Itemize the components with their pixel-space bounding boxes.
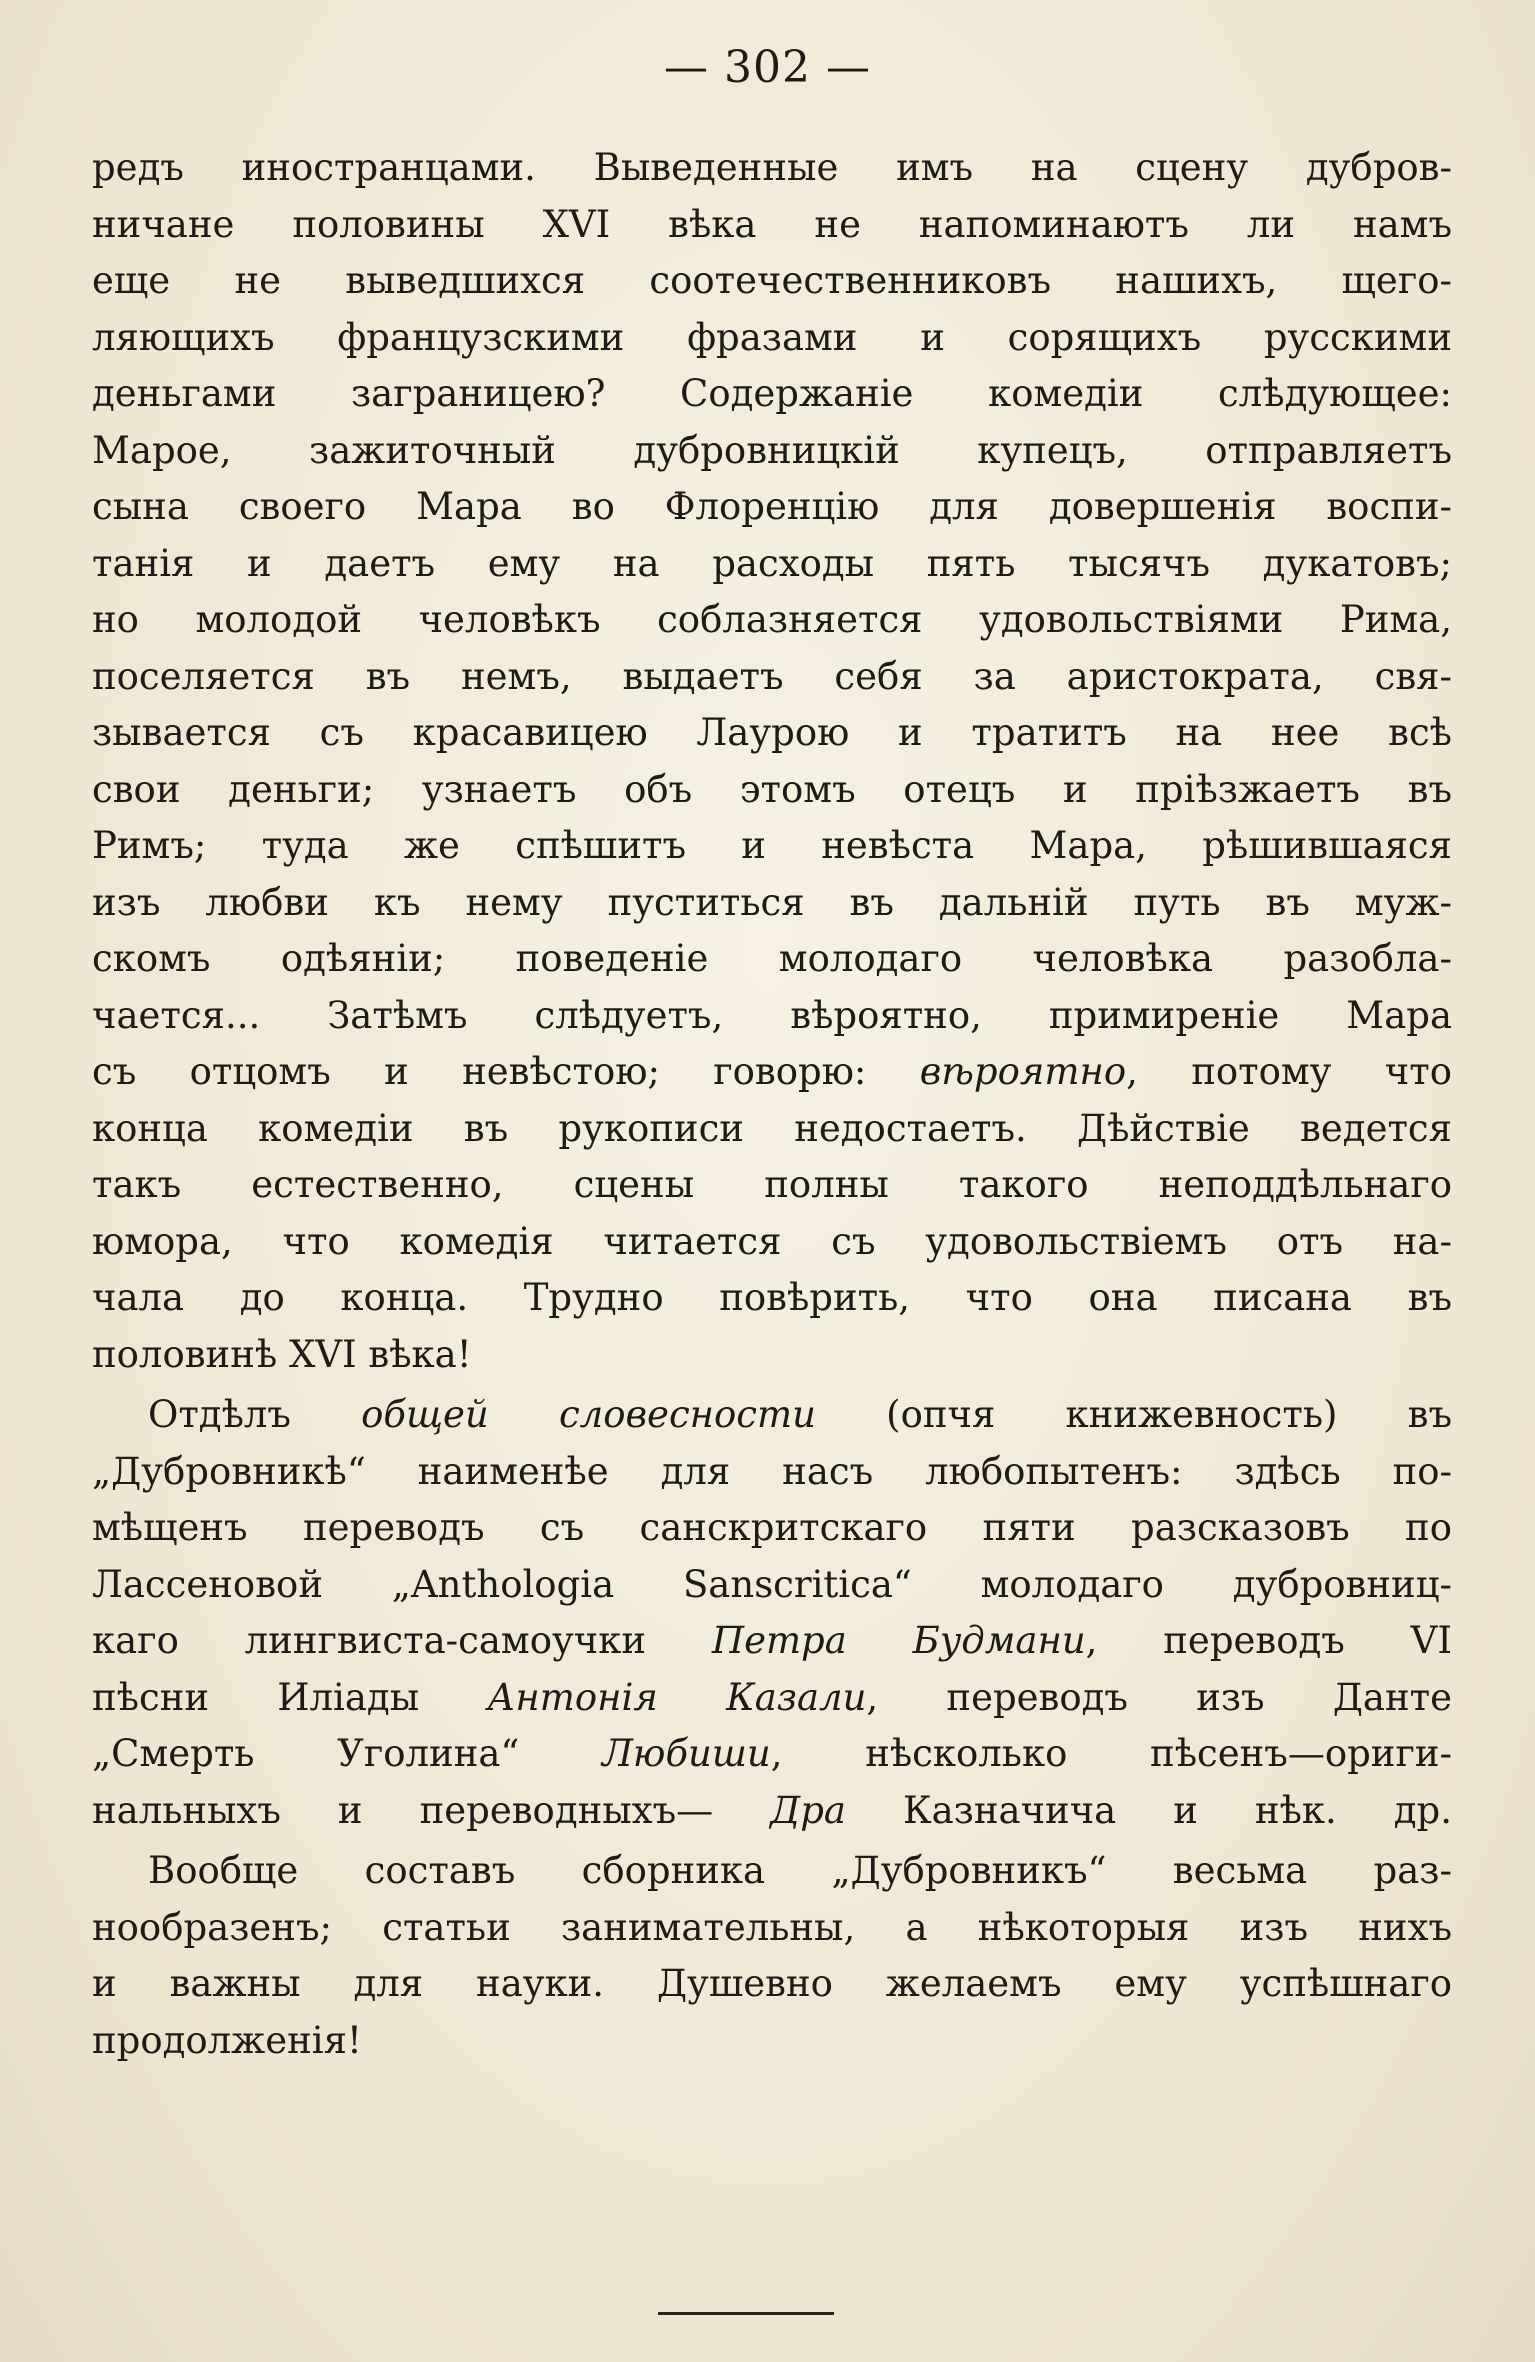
text-line: редъ иностранцами. Выведенные имъ на сцену дубров-: [92, 146, 1452, 189]
body-text: [92, 140, 1452, 2069]
text-segment: (опчя книжевность) въ: [815, 1393, 1452, 1436]
text-line: сына своего Мара во Флоренцію для довершенія воспи-: [92, 485, 1452, 528]
paragraph-1: [92, 140, 1452, 1383]
text-line: юмора, что комедія читается съ удовольствіемъ отъ на-: [92, 1219, 1452, 1263]
text-segment: Отдѣлъ: [148, 1393, 362, 1436]
text-line: скомъ одѣяніи; поведеніе молодаго человѣка разобла-: [92, 937, 1452, 980]
text-line: Лассеновой „Anthologia Sanscritica“ молодаго дубровниц-: [92, 1562, 1452, 1606]
text-line: поселяется въ немъ, выдаетъ себя за аристократа, свя-: [92, 654, 1452, 698]
text-line: половинѣ XVI вѣка!: [92, 1332, 472, 1376]
text-line: чается... Затѣмъ слѣдуетъ, вѣроятно, примиреніе Мара: [92, 993, 1452, 1037]
text-line: продолженія!: [92, 2018, 362, 2062]
text-line: [92, 1726, 1452, 1783]
text-line: и важны для науки. Душевно желаемъ ему успѣшнаго: [92, 1962, 1452, 2005]
text-line: нообразенъ; статьи занимательны, а нѣкоторыя изъ нихъ: [92, 1905, 1452, 1949]
italic-word: вѣроятно: [919, 1050, 1127, 1093]
text-line: Марое, зажиточный дубровницкій купецъ, отправляетъ: [92, 428, 1452, 472]
text-segment: , потому что: [1126, 1050, 1452, 1093]
text-line: такъ естественно, сцены полны такого неподдѣльнаго: [92, 1163, 1452, 1206]
text-line: конца комедіи въ рукописи недостаетъ. Дѣйствіе ведется: [92, 1106, 1452, 1150]
text-line: ничане половины XVI вѣка не напоминаютъ ли намъ: [92, 202, 1452, 246]
text-line: танія и даетъ ему на расходы пять тысячъ дукатовъ;: [92, 541, 1452, 585]
italic-name: Дра: [770, 1788, 846, 1832]
text-line: изъ любви къ нему пуститься въ дальній путь въ муж-: [92, 880, 1452, 924]
text-line: [92, 1387, 1452, 1444]
text-line: ляющихъ французскими фразами и сорящихъ русскими: [92, 315, 1452, 359]
text-segment: , переводъ VI: [1085, 1619, 1452, 1662]
text-segment: , переводъ изъ Данте: [866, 1675, 1452, 1719]
paragraph-2: [92, 1387, 1452, 1839]
text-line: [92, 1613, 1452, 1670]
text-line: зывается съ красавицею Лаурою и тратитъ на нее всѣ: [92, 711, 1452, 754]
text-line: свои деньги; узнаетъ объ этомъ отецъ и пріѣзжаетъ въ: [92, 767, 1452, 811]
text-line: мѣщенъ переводъ съ санскритскаго пяти разсказовъ по: [92, 1506, 1452, 1549]
text-line: [92, 1670, 1452, 1727]
text-line: но молодой человѣкъ соблазняется удовольствіями Рима,: [92, 598, 1452, 641]
text-line: [92, 1783, 1452, 1840]
text-line: еще не выведшихся соотечественниковъ нашихъ, щего-: [92, 259, 1452, 302]
text-line: чала до конца. Трудно повѣрить, что она писана въ: [92, 1276, 1452, 1319]
text-segment: нальныхъ и переводныхъ—: [92, 1788, 771, 1832]
paragraph-3: [92, 1843, 1452, 2069]
text-segment: „Смерть Уголина“: [92, 1732, 603, 1775]
italic-name: Антонія Казали: [487, 1675, 867, 1719]
text-segment: Казначича и нѣк. др.: [845, 1788, 1452, 1832]
italic-name: Петра Будмани: [711, 1619, 1086, 1662]
text-segment: съ отцомъ и невѣстою; говорю:: [92, 1050, 920, 1093]
text-line: „Дубровникѣ“ наименѣе для насъ любопытенъ: здѣсь по-: [92, 1449, 1452, 1493]
text-line: [92, 1044, 1452, 1101]
text-segment: пѣсни Иліады: [92, 1675, 488, 1719]
text-segment: , нѣсколько пѣсенъ—ориги-: [770, 1732, 1452, 1775]
page-number: — 302 —: [664, 42, 871, 93]
text-line: Римъ; туда же спѣшитъ и невѣста Мара, рѣшившаяся: [92, 824, 1452, 867]
text-segment: каго лингвиста-самоучки: [92, 1619, 712, 1662]
italic-name: Любиши: [602, 1732, 771, 1775]
text-line: Вообще составъ сборника „Дубровникъ“ весьма раз-: [148, 1849, 1452, 1892]
italic-phrase: общей словесности: [361, 1393, 816, 1436]
section-divider: [658, 2312, 834, 2315]
text-line: деньгами заграницею? Содержаніе комедіи слѣдующее:: [92, 372, 1452, 415]
